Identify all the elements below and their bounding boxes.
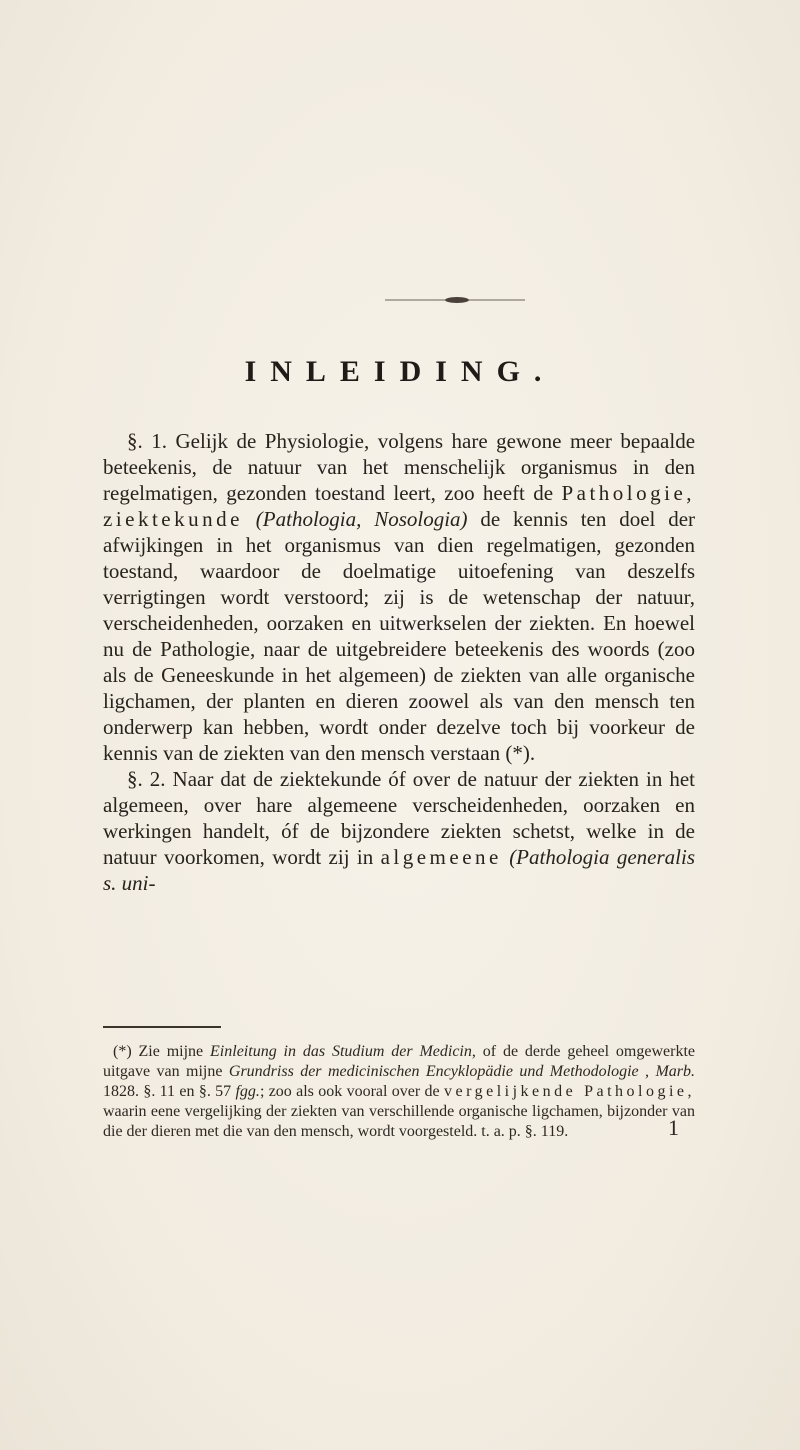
- footnote-text-b: , of de derde geheel omgewerkte uitgave van mijne: [103, 1043, 696, 1080]
- signature-mark: 1: [668, 1115, 679, 1140]
- ornament-rule-icon: [385, 295, 525, 305]
- section-1-text-a: Gelijk de Physiologie, volgens hare gewone meer bepaalde beteekenis, de natuur van het menschelijk organismus in den regelmatigen, gezonden toestand leert, zoo heeft de: [103, 429, 696, 505]
- footnote-book-title: Grundriss der medicinischen Encyklopädie und Methodologie , Marb.: [228, 1063, 696, 1080]
- section-number: §. 2.: [127, 767, 166, 791]
- section-1-text-b: de kennis ten doel der afwijkingen in het organismus van dien regelmatigen, gezonden toestand, waardoor de doelmatige uitoefening van deszelfs verrigtingen wordt verstoord; zij is de wetenschap der natuur, verscheidenheden, oorzaken en uitwerkselen der ziekten. En hoewel nu de Pathologie, naar de uitgebreidere beteekenis des woords (zoo als de Geneeskunde in het algemeen) de ziekten van alle organische ligchamen, der planten en dieren zoowel als van den mensch ten onderwerp kan hebben, wordt onder dezelve toch bij voorkeur de kennis van de ziekten van den mensch verstaan: [103, 507, 696, 765]
- footnote-reference: (*).: [505, 741, 536, 765]
- footnote-text-e: waarin eene vergelijking der ziekten van verschillende organische ligchamen, bijzonder van die der dieren met die van den mensch, wordt voorgesteld. t. a. p. §. 119.: [103, 1103, 695, 1140]
- footnote: [103, 1042, 695, 1142]
- footnote-text-d: ; zoo als ook vooral over de: [259, 1083, 440, 1100]
- section-2-text-a: Naar dat de ziektekunde óf over de natuur der ziekten in het algemeen, over hare algemeene verscheidenheden, oorzaken en werkingen handelt, óf de bijzondere ziekten schetst, welke in de natuur voorkomen, wordt zij in: [103, 767, 696, 869]
- footnote-fgg: fgg.: [235, 1083, 260, 1100]
- term-pathologie: Pathologie,: [561, 481, 696, 505]
- paragraph-section-2: [103, 766, 695, 896]
- section-number: §. 1.: [127, 429, 167, 453]
- paragraph-section-1: [103, 428, 695, 766]
- term-latin: (Pathologia, Nosologia): [255, 507, 468, 531]
- term-algemeene: algemeene: [380, 845, 502, 869]
- footnote-text-c: 1828. §. 11 en §. 57: [103, 1083, 232, 1100]
- body-text: [103, 428, 695, 896]
- page-title: INLEIDING.: [244, 355, 556, 388]
- footnote-term: vergelijkende Pathologie,: [443, 1083, 696, 1100]
- footnote-book-title: Einleitung in das Studium der Medicin: [210, 1043, 472, 1060]
- footnote-text-a: Zie mijne: [138, 1043, 204, 1060]
- term-ziektekunde: ziektekunde: [103, 507, 243, 531]
- term-latin: (Pathologia generalis s. uni-: [103, 845, 696, 895]
- footnote-marker: (*): [113, 1043, 132, 1060]
- footnote-divider: [103, 1026, 221, 1028]
